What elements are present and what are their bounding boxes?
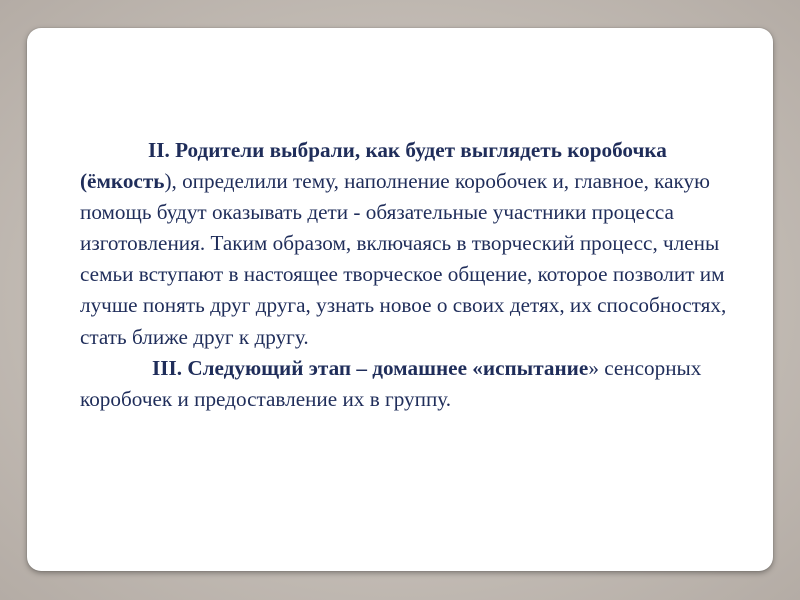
paragraph-stage-3-bold: III. Следующий этап – домашнее «испытание xyxy=(152,355,589,380)
paragraph-stage-3 xyxy=(80,353,730,415)
paragraph-stage-2-bold: II. Родители выбрали, как будет выглядеть коробочка (ёмкость xyxy=(80,138,667,194)
paragraph-stage-2-text: ), определили тему, наполнение коробочек и, главное, какую помощь будут оказывать дети - обязательные участники процесса изготовления. Таким образом, включаясь в творческий процесс, члены семьи вступают в настоящее творческое общение, которое позволит им лучше понять друг друга, узнать новое о своих детях, их способностях, стать ближе друг к другу. xyxy=(80,169,727,349)
paragraph-stage-2 xyxy=(80,135,730,353)
paragraph-stage-3-text: » сенсорных коробочек и предоставление их в группу. xyxy=(80,355,702,411)
slide-text-block xyxy=(80,135,730,415)
